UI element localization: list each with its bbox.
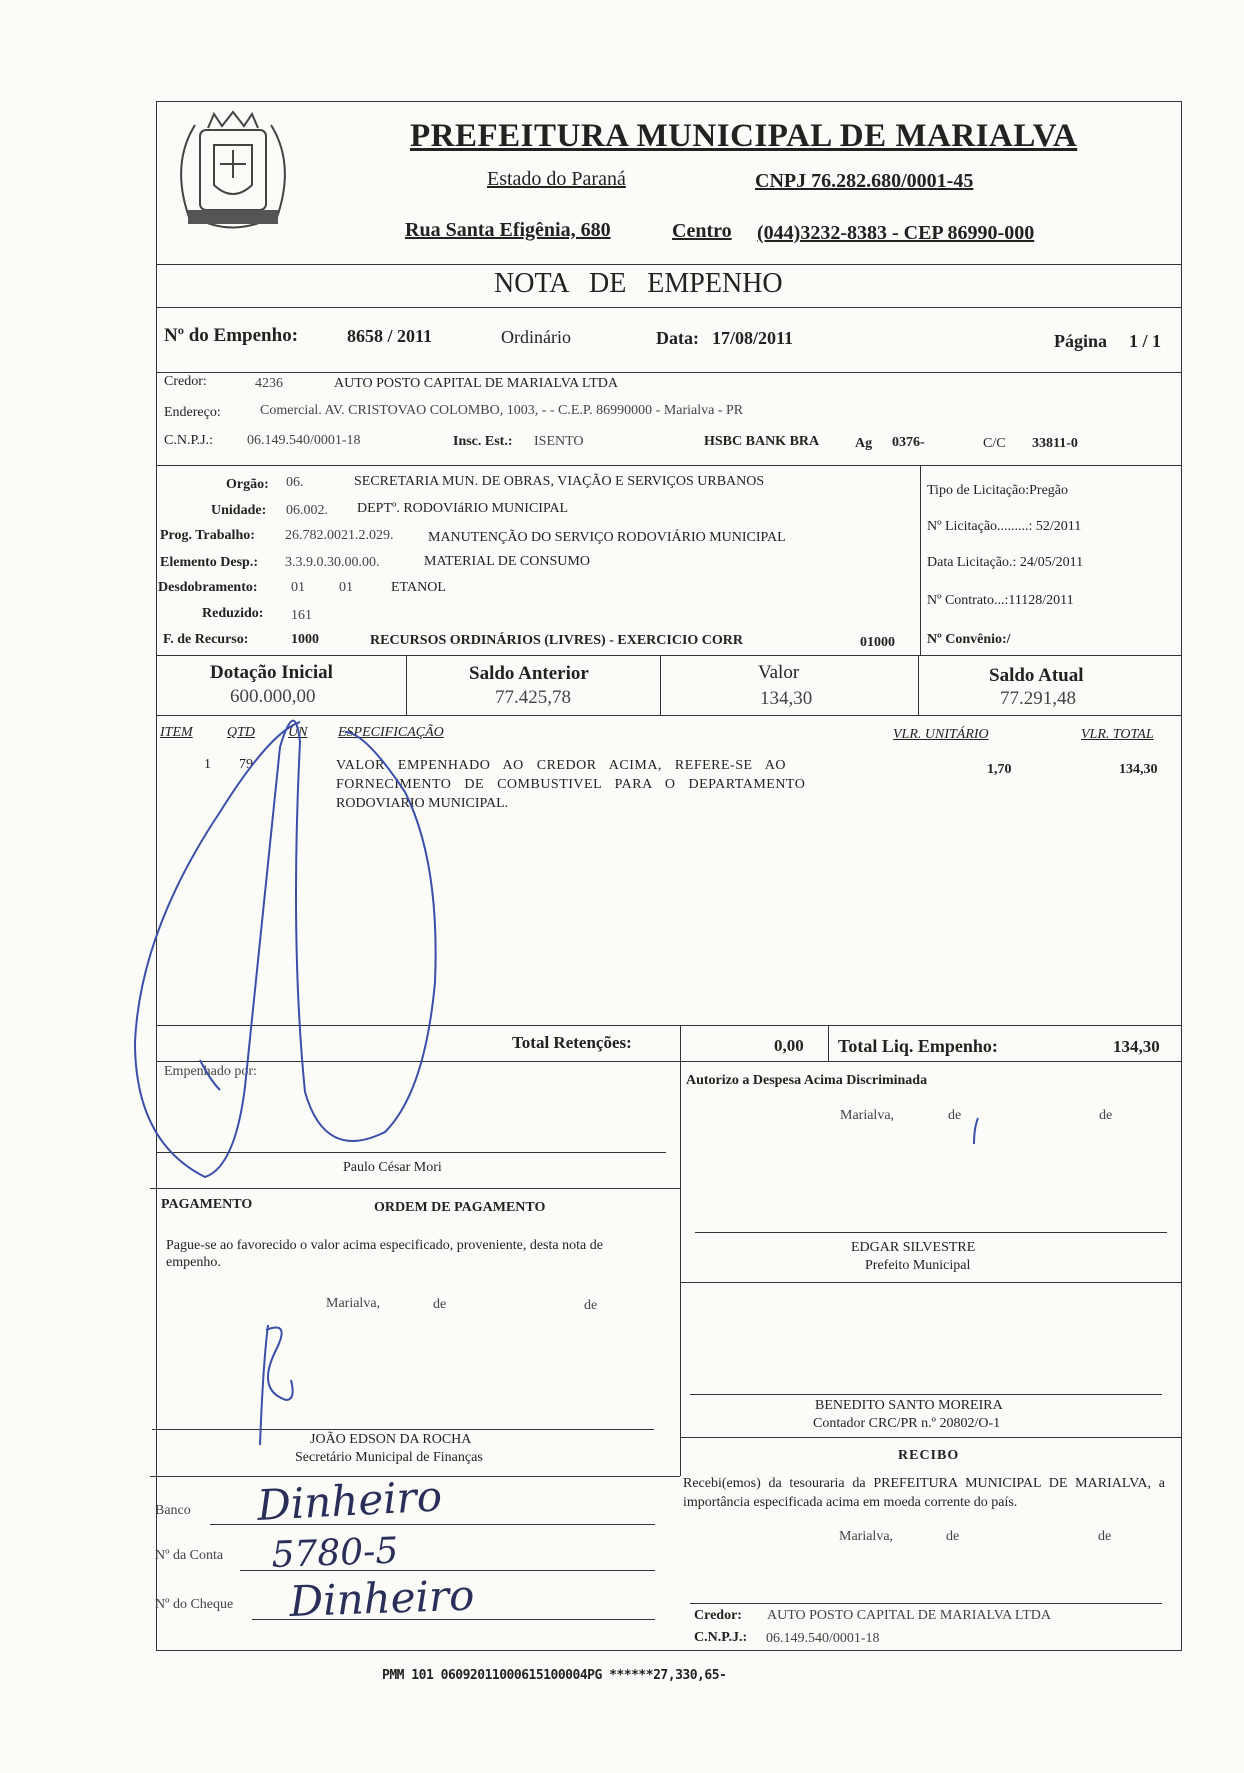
account-value: 33811-0 bbox=[1032, 436, 1078, 451]
item-qtd: 79 bbox=[239, 757, 253, 772]
footer-code: PMM 101 06092011000615100004PG ******27,330,65- bbox=[382, 1668, 727, 1683]
retencoes-value: 0,00 bbox=[774, 1036, 804, 1055]
empenho-number-label: Nº do Empenho: bbox=[164, 325, 299, 346]
col-qtd-header: QTD bbox=[227, 725, 256, 740]
bank-name: HSBC BANK BRA bbox=[704, 434, 820, 449]
unidade-code: 06.002. bbox=[286, 503, 328, 518]
pague-text: Pague-se ao favorecido o valor acima especificado, proveniente, desta nota de empenho. bbox=[166, 1238, 603, 1270]
date-value: 17/08/2011 bbox=[712, 328, 794, 348]
address-label: Endereço: bbox=[164, 405, 221, 420]
de-label: de bbox=[584, 1298, 598, 1313]
dotacao-value: 600.000,00 bbox=[230, 686, 316, 707]
elemento-code: 3.3.9.0.30.00.00. bbox=[285, 555, 380, 570]
licitacao-numero: Nº Licitação.........: 52/2011 bbox=[927, 519, 1082, 534]
recurso-sub: 01000 bbox=[860, 635, 895, 650]
conta-handwriting: 5780-5 bbox=[270, 1530, 399, 1576]
empenhado-label: Empenhado por: bbox=[164, 1064, 257, 1079]
desdob-label: Desdobramento: bbox=[158, 580, 258, 595]
valor-value: 134,30 bbox=[760, 688, 813, 709]
credor-address: Comercial. AV. CRISTOVAO COLOMBO, 1003, - - C.E.P. 86990000 - Marialva - PR bbox=[260, 403, 744, 418]
de-label: de bbox=[946, 1529, 960, 1544]
saldo-atual-value: 77.291,48 bbox=[1000, 688, 1076, 709]
dotacao-label: Dotação Inicial bbox=[210, 662, 333, 683]
de-label: de bbox=[1099, 1108, 1113, 1123]
col-spec-header: ESPECIFICAÇÃO bbox=[338, 725, 444, 740]
orgao-label: Orgão: bbox=[226, 477, 269, 492]
recibo-text: Recebi(emos) da tesouraria da PREFEITURA MUNICIPAL DE MARIALVA, a importância especificada acima em moeda corrente do país. bbox=[683, 1476, 1165, 1510]
elemento-label: Elemento Desp.: bbox=[160, 555, 258, 570]
orgao-name: SECRETARIA MUN. DE OBRAS, VIAÇÃO E SERVIÇOS URBANOS bbox=[354, 474, 765, 489]
page-title: PREFEITURA MUNICIPAL DE MARIALVA bbox=[410, 118, 1078, 154]
ordem-label: ORDEM DE PAGAMENTO bbox=[374, 1200, 546, 1215]
saldo-atual-label: Saldo Atual bbox=[989, 665, 1084, 686]
desdob-a: 01 bbox=[291, 580, 305, 595]
cnpj-label: C.N.P.J.: bbox=[164, 433, 214, 448]
conta-label: Nº da Conta bbox=[155, 1548, 224, 1563]
col-total-header: VLR. TOTAL bbox=[1081, 727, 1154, 742]
contador-nome: BENEDITO SANTO MOREIRA bbox=[815, 1398, 1003, 1413]
orgao-code: 06. bbox=[286, 475, 304, 490]
prog-name: MANUTENÇÃO DO SERVIÇO RODOVIÁRIO MUNICIPAL bbox=[428, 530, 786, 545]
date-label: Data: bbox=[656, 328, 699, 348]
reduzido-value: 161 bbox=[291, 608, 312, 623]
empenho-type: Ordinário bbox=[501, 327, 571, 347]
ie-label: Insc. Est.: bbox=[453, 434, 513, 449]
contrato-numero: Nº Contrato...:11128/2011 bbox=[927, 593, 1074, 608]
saldo-anterior-label: Saldo Anterior bbox=[469, 663, 589, 684]
convenio-numero: Nº Convênio:/ bbox=[927, 632, 1011, 647]
agency-value: 0376- bbox=[892, 435, 925, 450]
item-spec-line3: RODOVIARIO MUNICIPAL. bbox=[336, 796, 509, 811]
recibo-cnpj-label: C.N.P.J.: bbox=[694, 1630, 748, 1645]
reduzido-label: Reduzido: bbox=[202, 606, 264, 621]
empenho-number: 8658 / 2011 bbox=[347, 326, 433, 346]
col-unit-header: VLR. UNITÁRIO bbox=[893, 727, 989, 742]
banco-label: Banco bbox=[155, 1503, 191, 1518]
recibo-credor-nome: AUTO POSTO CAPITAL DE MARIALVA LTDA bbox=[767, 1608, 1051, 1623]
autorizo-text: Autorizo a Despesa Acima Discriminada bbox=[686, 1073, 928, 1088]
de-label: de bbox=[1098, 1529, 1112, 1544]
item-unit-value: 1,70 bbox=[987, 762, 1012, 777]
address: Rua Santa Efigênia, 680 bbox=[405, 219, 611, 241]
cheque-handwriting: Dinheiro bbox=[288, 1570, 476, 1626]
unidade-name: DEPTº. RODOVIáRIO MUNICIPAL bbox=[357, 501, 569, 516]
cheque-label: Nº do Cheque bbox=[155, 1597, 234, 1612]
city-label: Marialva, bbox=[839, 1529, 894, 1544]
contador-cargo: Contador CRC/PR n.º 20802/O-1 bbox=[813, 1416, 1001, 1431]
prog-label: Prog. Trabalho: bbox=[160, 528, 255, 543]
city-label: Marialva, bbox=[840, 1108, 895, 1123]
credor-name: AUTO POSTO CAPITAL DE MARIALVA LTDA bbox=[334, 376, 618, 391]
agency-label: Ag bbox=[855, 436, 873, 451]
valor-label: Valor bbox=[758, 662, 800, 683]
page-label: Página bbox=[1054, 331, 1108, 351]
de-label: de bbox=[948, 1108, 962, 1123]
desdob-b: 01 bbox=[339, 580, 353, 595]
col-un-header: UN bbox=[288, 725, 308, 740]
item-total-value: 134,30 bbox=[1119, 762, 1158, 777]
item-number: 1 bbox=[204, 757, 211, 772]
item-spec-line1: VALOR EMPENHADO AO CREDOR ACIMA, REFERE-SE AO bbox=[336, 758, 787, 773]
ie-value: ISENTO bbox=[534, 434, 584, 449]
unidade-label: Unidade: bbox=[211, 503, 267, 518]
col-item-header: ITEM bbox=[160, 725, 193, 740]
recibo-cnpj: 06.149.540/0001-18 bbox=[766, 1631, 880, 1646]
phone-cep: (044)3232-8383 - CEP 86990-000 bbox=[757, 222, 1035, 244]
desdob-name: ETANOL bbox=[391, 580, 446, 595]
credor-code: 4236 bbox=[255, 376, 283, 391]
recurso-name: RECURSOS ORDINÁRIOS (LIVRES) - EXERCICIO CORR bbox=[370, 633, 743, 648]
pagamento-label: PAGAMENTO bbox=[161, 1197, 253, 1212]
retencoes-label: Total Retenções: bbox=[512, 1033, 632, 1052]
state-name: Estado do Paraná bbox=[487, 168, 626, 190]
prefeito-nome: EDGAR SILVESTRE bbox=[851, 1240, 976, 1255]
secretario-nome: JOÃO EDSON DA ROCHA bbox=[310, 1432, 472, 1447]
credor-cnpj: 06.149.540/0001-18 bbox=[247, 433, 361, 448]
prog-code: 26.782.0021.2.029. bbox=[285, 528, 394, 543]
document-title: NOTA DE EMPENHO bbox=[494, 268, 783, 299]
de-label: de bbox=[433, 1297, 447, 1312]
credor-label: Credor: bbox=[164, 374, 207, 389]
liquido-label: Total Liq. Empenho: bbox=[838, 1036, 998, 1056]
recurso-code: 1000 bbox=[291, 632, 319, 647]
district: Centro bbox=[672, 220, 732, 242]
liquido-value: 134,30 bbox=[1113, 1037, 1160, 1056]
city-label: Marialva, bbox=[326, 1296, 381, 1311]
empenhado-nome: Paulo César Mori bbox=[343, 1160, 442, 1175]
cnpj: CNPJ 76.282.680/0001-45 bbox=[755, 170, 974, 192]
prefeito-cargo: Prefeito Municipal bbox=[865, 1258, 971, 1273]
secretario-cargo: Secretário Municipal de Finanças bbox=[295, 1450, 483, 1465]
recurso-label: F. de Recurso: bbox=[163, 632, 249, 647]
banco-handwriting: Dinheiro bbox=[255, 1471, 444, 1530]
licitacao-data: Data Licitação.: 24/05/2011 bbox=[927, 555, 1084, 570]
account-label: C/C bbox=[983, 436, 1006, 451]
recibo-credor-label: Credor: bbox=[694, 1608, 742, 1623]
recibo-label: RECIBO bbox=[898, 1448, 960, 1463]
item-spec-line2: FORNECIMENTO DE COMBUSTIVEL PARA O DEPARTAMENTO bbox=[336, 777, 806, 792]
licitacao-tipo: Tipo de Licitação:Pregão bbox=[927, 483, 1069, 498]
elemento-name: MATERIAL DE CONSUMO bbox=[424, 554, 590, 569]
page-number: 1 / 1 bbox=[1129, 331, 1162, 351]
saldo-anterior-value: 77.425,78 bbox=[495, 687, 571, 708]
